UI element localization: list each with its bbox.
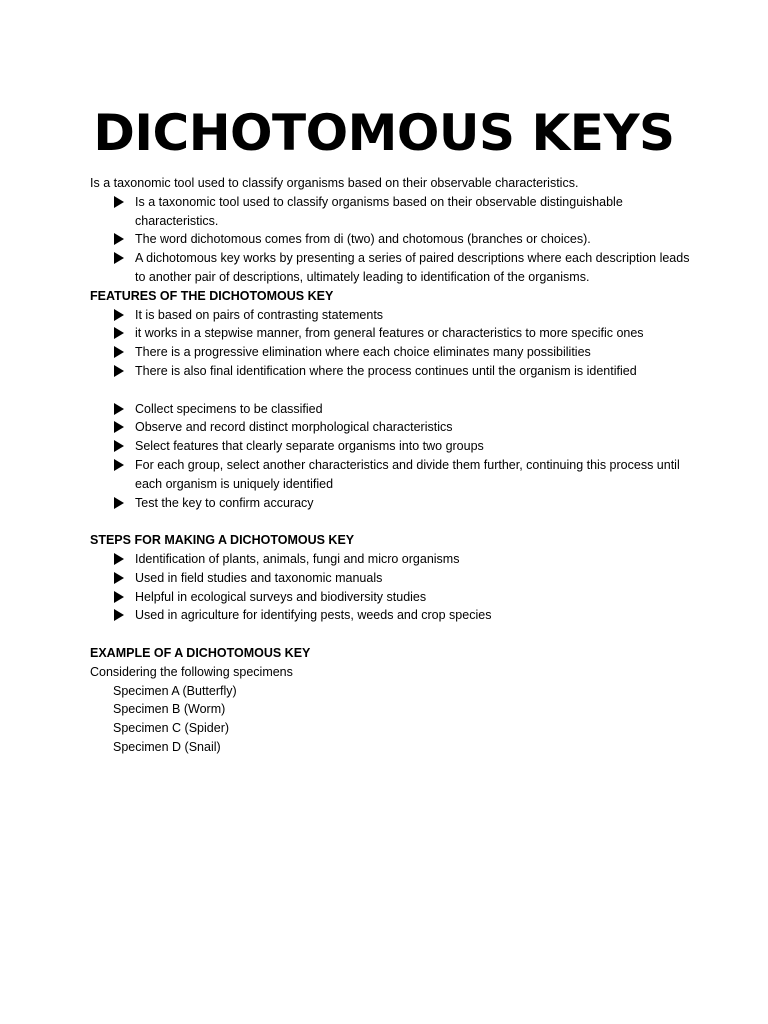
- list-item: Specimen B (Worm): [113, 702, 226, 717]
- triangle-right-icon: [114, 252, 124, 264]
- spacer: [90, 381, 690, 400]
- list-item: Specimen C (Spider): [113, 721, 230, 736]
- steps-heading: STEPS FOR MAKING A DICHOTOMOUS KEY: [90, 533, 355, 548]
- intro-paragraph: Is a taxonomic tool used to classify organisms based on their observable characteristics.: [90, 176, 579, 190]
- document-body: [90, 174, 690, 757]
- triangle-right-icon: [114, 196, 124, 208]
- page-title: DICHOTOMOUS KEYS: [93, 104, 675, 162]
- list-item: Used in field studies and taxonomic manuals: [135, 569, 690, 588]
- list-item: Select features that clearly separate organisms into two groups: [135, 437, 690, 456]
- triangle-right-icon: [114, 497, 124, 509]
- example-heading: EXAMPLE OF A DICHOTOMOUS KEY: [90, 645, 311, 660]
- list-item: Specimen D (Snail): [113, 739, 221, 754]
- triangle-right-icon: [114, 346, 124, 358]
- list-item: There is also final identification where the process continues until the organism is identified: [135, 362, 690, 381]
- list-item: it works in a stepwise manner, from general features or characteristics to more specific ones: [135, 324, 690, 343]
- triangle-right-icon: [114, 440, 124, 452]
- triangle-right-icon: [114, 572, 124, 584]
- list-item: Test the key to confirm accuracy: [135, 494, 690, 513]
- list-item: Specimen A (Butterfly): [113, 683, 237, 698]
- triangle-right-icon: [114, 309, 124, 321]
- triangle-right-icon: [114, 609, 124, 621]
- list-item: Used in agriculture for identifying pests, weeds and crop species: [135, 606, 690, 625]
- spacer: [90, 625, 690, 644]
- triangle-right-icon: [114, 421, 124, 433]
- features-bullet-list: [90, 306, 690, 381]
- list-item: The word dichotomous comes from di (two) and chotomous (branches or choices).: [135, 230, 690, 249]
- triangle-right-icon: [114, 403, 124, 415]
- spacer: [90, 512, 690, 531]
- list-item: Identification of plants, animals, fungi and micro organisms: [135, 550, 690, 569]
- triangle-right-icon: [114, 233, 124, 245]
- list-item: Is a taxonomic tool used to classify organisms based on their observable distinguishable characteristics.: [135, 193, 690, 231]
- list-item: For each group, select another characteristics and divide them further, continuing this process until each organism is uniquely identified: [135, 456, 690, 494]
- triangle-right-icon: [114, 591, 124, 603]
- list-item: A dichotomous key works by presenting a series of paired descriptions where each description leads to another pair of descriptions, ultimately leading to identification of the organisms.: [135, 249, 690, 287]
- list-item: Helpful in ecological surveys and biodiversity studies: [135, 588, 690, 607]
- steps-list: [90, 400, 690, 513]
- specimen-list: [90, 682, 690, 757]
- triangle-right-icon: [114, 365, 124, 377]
- triangle-right-icon: [114, 327, 124, 339]
- uses-bullet-list: [90, 550, 690, 625]
- list-item: It is based on pairs of contrasting statements: [135, 306, 690, 325]
- list-item: There is a progressive elimination where each choice eliminates many possibilities: [135, 343, 690, 362]
- intro-bullet-list: [90, 193, 690, 287]
- triangle-right-icon: [114, 459, 124, 471]
- example-intro: Considering the following specimens: [90, 664, 293, 679]
- list-item: Observe and record distinct morphological characteristics: [135, 418, 690, 437]
- features-heading: FEATURES OF THE DICHOTOMOUS KEY: [90, 288, 334, 303]
- list-item: Collect specimens to be classified: [135, 400, 690, 419]
- triangle-right-icon: [114, 553, 124, 565]
